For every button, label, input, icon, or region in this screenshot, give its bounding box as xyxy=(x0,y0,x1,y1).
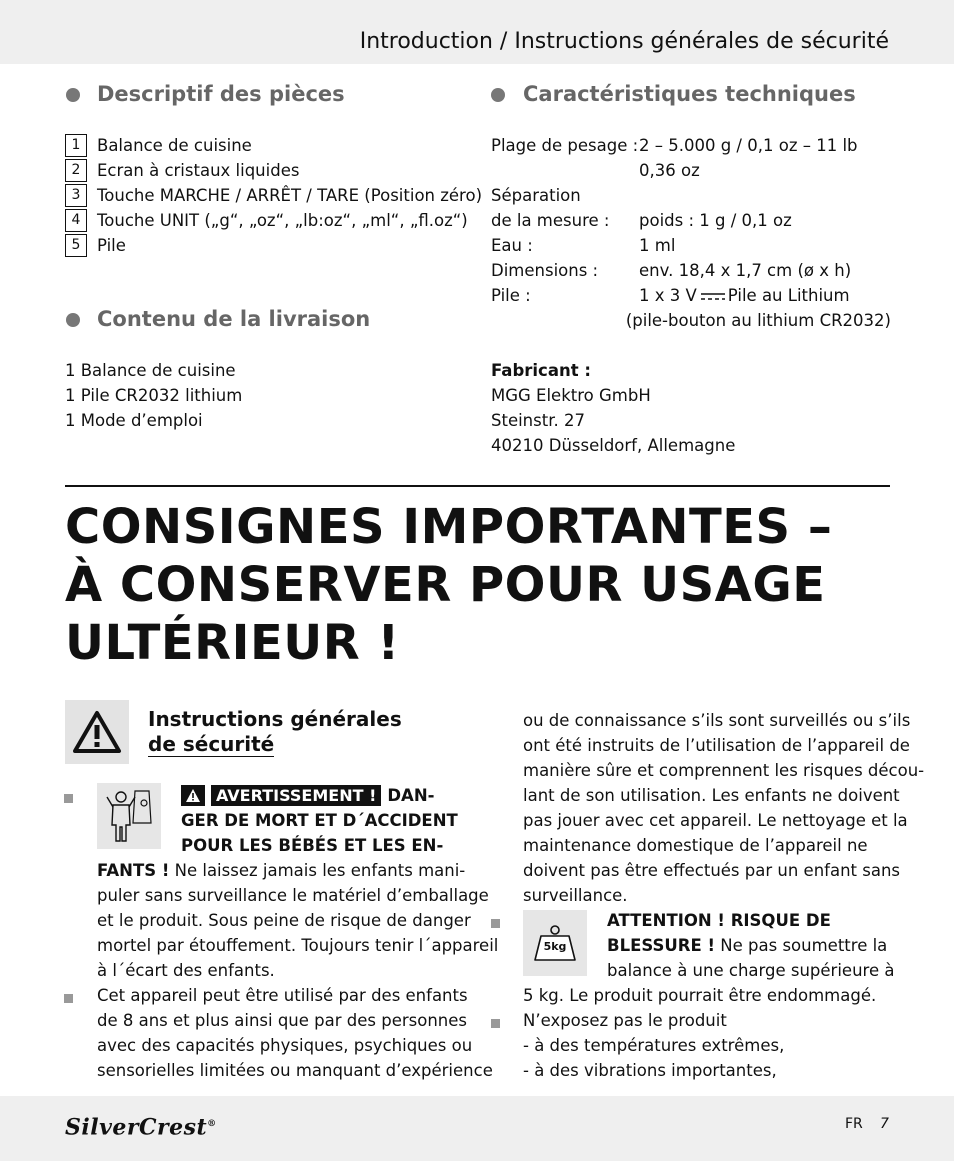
spec-value: 2 – 5.000 g / 0,1 oz – 11 lb xyxy=(639,136,858,155)
list-item xyxy=(65,208,482,233)
spec-row xyxy=(491,283,891,308)
bullet-square xyxy=(64,994,73,1003)
delivery-list xyxy=(65,358,242,433)
child-packaging-icon xyxy=(97,783,161,849)
warning-label-badge: AVERTISSEMENT ! xyxy=(211,785,381,806)
spec-label: de la mesure : xyxy=(491,211,610,230)
safety-heading xyxy=(148,707,402,757)
paragraph-line: N’exposez pas le produit xyxy=(523,1011,727,1030)
dc-current-icon xyxy=(700,291,726,301)
paragraph-line: avec des capacités physiques, psychiques ou xyxy=(97,1036,473,1055)
spec-label: Pile : xyxy=(491,286,531,305)
list-item: 1 Balance de cuisine xyxy=(65,361,236,380)
bullet-square xyxy=(491,1019,500,1028)
paragraph-line: 5 kg. Le produit pourrait être endommagé. xyxy=(523,986,877,1005)
paragraph-line: de 8 ans et plus ainsi que par des personnes xyxy=(97,1011,467,1030)
warning-paragraph xyxy=(97,858,498,983)
list-item xyxy=(65,133,482,158)
page-number: 7 xyxy=(880,1116,889,1132)
spec-row xyxy=(491,183,891,208)
danger-warning xyxy=(181,783,458,858)
part-number: 2 xyxy=(65,159,87,182)
list-item: 1 Pile CR2032 lithium xyxy=(65,386,243,405)
page-header-title: Introduction / Instructions générales de sécurité xyxy=(359,29,889,54)
section-bullet xyxy=(491,88,505,102)
brand-logo xyxy=(65,1112,217,1140)
part-number: 3 xyxy=(65,184,87,207)
main-title-line: ULTÉRIEUR ! xyxy=(65,615,400,671)
load-bold-text: ATTENTION ! RISQUE DE xyxy=(607,911,831,930)
battery-voltage: 1 x 3 V xyxy=(639,286,697,305)
part-number: 4 xyxy=(65,209,87,232)
delivery-heading: Contenu de la livraison xyxy=(97,307,371,331)
parts-heading: Descriptif des pièces xyxy=(97,82,345,106)
children-paragraph xyxy=(97,983,493,1083)
paragraph-line: pas jouer avec cet appareil. Le nettoyage et la xyxy=(523,811,908,830)
paragraph-line: lant de son utilisation. Les enfants ne doivent xyxy=(523,786,900,805)
spec-value: env. 18,4 x 1,7 cm (ø x h) xyxy=(639,261,852,280)
parts-list xyxy=(65,133,482,258)
paragraph-line: ou de connaissance s’ils sont surveillés ou s’ils xyxy=(523,711,911,730)
warning-bold-text: DAN- xyxy=(387,786,435,805)
paragraph-line: Cet appareil peut être utilisé par des enfants xyxy=(97,986,468,1005)
spec-row xyxy=(491,308,891,333)
paragraph-line: - à des vibrations importantes, xyxy=(523,1061,777,1080)
warning-small-icon xyxy=(181,785,205,806)
bullet-square xyxy=(491,919,500,928)
warning-text: Ne laissez jamais les enfants mani- xyxy=(169,861,466,880)
section-bullet xyxy=(66,88,80,102)
safety-heading-line: Instructions générales xyxy=(148,707,402,731)
paragraph-line: ont été instruits de l’utilisation de l’appareil de xyxy=(523,736,910,755)
specs-table xyxy=(491,133,891,333)
child-warning-picto xyxy=(97,783,161,849)
paragraph-line: doivent pas être effectués par un enfant sans xyxy=(523,861,901,880)
list-item xyxy=(65,233,482,258)
warning-triangle-icon xyxy=(72,710,122,754)
list-item xyxy=(65,158,482,183)
paragraph-line: - à des températures extrêmes, xyxy=(523,1036,785,1055)
section-bullet xyxy=(66,313,80,327)
part-label: Touche MARCHE / ARRÊT / TARE (Position zéro) xyxy=(97,186,483,205)
weight-label: 5kg xyxy=(543,940,567,953)
brand-name: SilverCrest xyxy=(65,1114,208,1141)
spec-label: Séparation xyxy=(491,186,581,205)
load-warning xyxy=(607,908,894,983)
warning-bold-text: GER DE MORT ET D´ACCIDENT xyxy=(181,811,458,830)
brand-mark: ® xyxy=(207,1119,217,1129)
warning-triangle-box xyxy=(65,700,129,764)
warning-line: à l´écart des enfants. xyxy=(97,961,275,980)
specs-heading: Caractéristiques techniques xyxy=(523,82,856,106)
spec-label xyxy=(491,158,639,183)
manufacturer-heading: Fabricant : xyxy=(491,361,591,380)
list-item: 1 Mode d’emploi xyxy=(65,411,203,430)
warning-bold-text: FANTS ! xyxy=(97,861,170,880)
divider xyxy=(65,485,890,487)
spec-value: poids : 1 g / 0,1 oz xyxy=(639,211,792,230)
spec-row xyxy=(491,208,891,233)
main-title-line: À CONSERVER POUR USAGE xyxy=(65,557,826,613)
expose-paragraph xyxy=(523,1008,784,1083)
warning-line: et le produit. Sous peine de risque de danger xyxy=(97,911,471,930)
spec-value: (pile-bouton au lithium CR2032) xyxy=(625,311,891,330)
main-title xyxy=(65,498,890,672)
part-number: 1 xyxy=(65,134,87,157)
continued-paragraph xyxy=(523,708,924,908)
paragraph-line: sensorielles limitées ou manquant d’expérience xyxy=(97,1061,493,1080)
manufacturer-block xyxy=(491,358,735,458)
paragraph-line: maintenance domestique de l’appareil ne xyxy=(523,836,868,855)
load-bold-text: BLESSURE ! xyxy=(607,936,716,955)
part-label: Balance de cuisine xyxy=(97,136,252,155)
spec-value xyxy=(639,283,850,308)
manufacturer-line: MGG Elektro GmbH xyxy=(491,386,651,405)
part-label: Ecran à cristaux liquides xyxy=(97,161,300,180)
safety-heading-line: de sécurité xyxy=(148,732,275,756)
warning-bold-text: POUR LES BÉBÉS ET LES EN- xyxy=(181,836,444,855)
part-number: 5 xyxy=(65,234,87,257)
warning-line: mortel par étouffement. Toujours tenir l´appareil xyxy=(97,936,499,955)
battery-type: Pile au Lithium xyxy=(727,286,850,305)
manufacturer-line: Steinstr. 27 xyxy=(491,411,585,430)
spec-label: Eau : xyxy=(491,236,533,255)
paragraph-line: manière sûre et comprennent les risques décou- xyxy=(523,761,925,780)
part-label: Touche UNIT („g“, „oz“, „lb:oz“, „ml“, „fl.oz“) xyxy=(97,211,468,230)
part-label: Pile xyxy=(97,236,126,255)
weight-picto xyxy=(523,910,587,976)
spec-row xyxy=(491,158,891,183)
warning-line: puler sans surveillance le matériel d’emballage xyxy=(97,886,489,905)
paragraph-line: surveillance. xyxy=(523,886,628,905)
spec-row xyxy=(491,258,891,283)
spec-row xyxy=(491,233,891,258)
paragraph-line: balance à une charge supérieure à xyxy=(607,961,895,980)
bullet-square xyxy=(64,794,73,803)
spec-label: Dimensions : xyxy=(491,261,599,280)
manufacturer-line: 40210 Düsseldorf, Allemagne xyxy=(491,436,736,455)
spec-row xyxy=(491,133,891,158)
spec-value: 0,36 oz xyxy=(639,161,700,180)
list-item xyxy=(65,183,482,208)
language-code: FR xyxy=(845,1116,863,1132)
spec-label: Plage de pesage : xyxy=(491,136,639,155)
main-title-line: CONSIGNES IMPORTANTES – xyxy=(65,499,833,555)
spec-value: 1 ml xyxy=(639,236,676,255)
load-text: Ne pas soumettre la xyxy=(715,936,888,955)
